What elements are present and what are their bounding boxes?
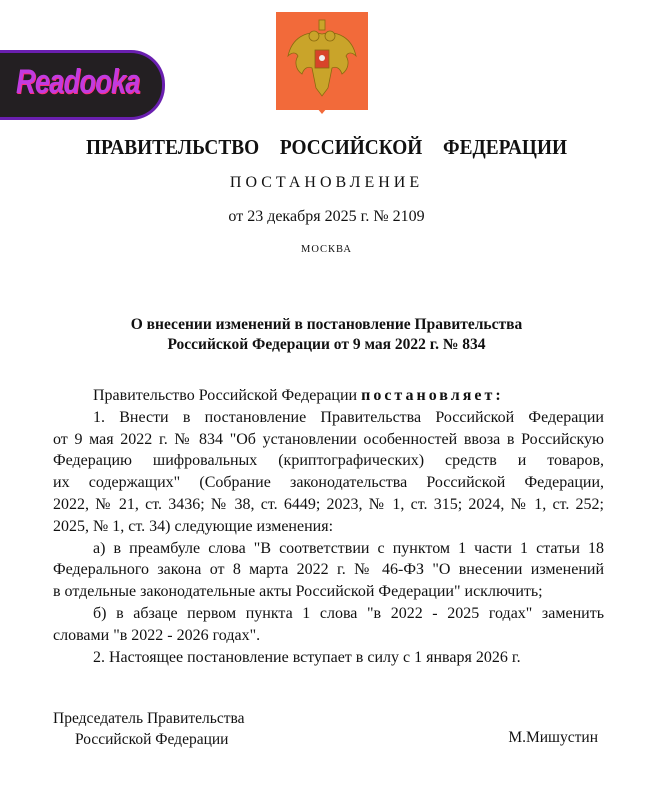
position-line: Председатель Правительства [53, 710, 245, 727]
document-type: ПОСТАНОВЛЕНИЕ [229, 174, 424, 191]
item1-line: от 9 мая 2022 г. № 834 "Об установлении особенностей ввоза в Российскую [53, 430, 604, 448]
item1-line: 1. Внести в постановление Правительства Российской Федерации [93, 408, 604, 426]
decree-body [53, 385, 604, 668]
item1-line: их содержащих" (Собрание законодательства Российской Федерации, [53, 474, 604, 492]
signatory-position [53, 708, 245, 750]
preamble-text: Правительство Российской Федерации [93, 387, 358, 404]
item1-line: 2025, № 1, ст. 34) следующие изменения: [53, 517, 334, 535]
government-title: ПРАВИТЕЛЬСТВО РОССИЙСКОЙ ФЕДЕРАЦИИ [85, 135, 568, 159]
emblem-tip [317, 108, 327, 114]
item1-line: Федерацию шифровальных (криптографических) средств и товаров, [53, 452, 604, 470]
item1a-line: в отдельные законодательные акты Российской Федерации" исключить; [53, 583, 543, 601]
preamble [53, 385, 604, 407]
readooka-watermark-logo [0, 50, 165, 120]
item1a-line: а) в преамбуле слова "В соответствии с пунктом 1 части 1 статьи 18 [93, 539, 604, 557]
logo-text: Readooka [16, 63, 140, 101]
decree-subject [0, 315, 653, 355]
subject-line: Российской Федерации от 9 мая 2022 г. № 834 [167, 336, 486, 353]
item1a-line: Федерального закона от 8 марта 2022 г. № 46-ФЗ "О внесении изменений [53, 561, 604, 579]
item1-line: 2022, № 21, ст. 3436; № 38, ст. 6449; 2023, № 1, ст. 315; 2024, № 1, ст. 252; [53, 495, 604, 513]
subject-line: О внесении изменений в постановление Правительства [130, 316, 523, 333]
city: МОСКВА [301, 244, 352, 255]
position-line: Российской Федерации [75, 731, 229, 748]
preamble-verb: постановляет: [361, 387, 504, 404]
item1b-line: б) в абзаце первом пункта 1 слова "в 2022 - 2025 годах" заменить [93, 604, 604, 622]
item2: 2. Настоящее постановление вступает в силу с 1 января 2026 г. [93, 648, 521, 666]
item1b-line: словами "в 2022 - 2026 годах". [53, 626, 261, 644]
signatory-name: М.Мишустин [508, 729, 598, 746]
decree-date-number: от 23 декабря 2025 г. № 2109 [228, 208, 425, 225]
coat-of-arms-icon [276, 12, 368, 110]
